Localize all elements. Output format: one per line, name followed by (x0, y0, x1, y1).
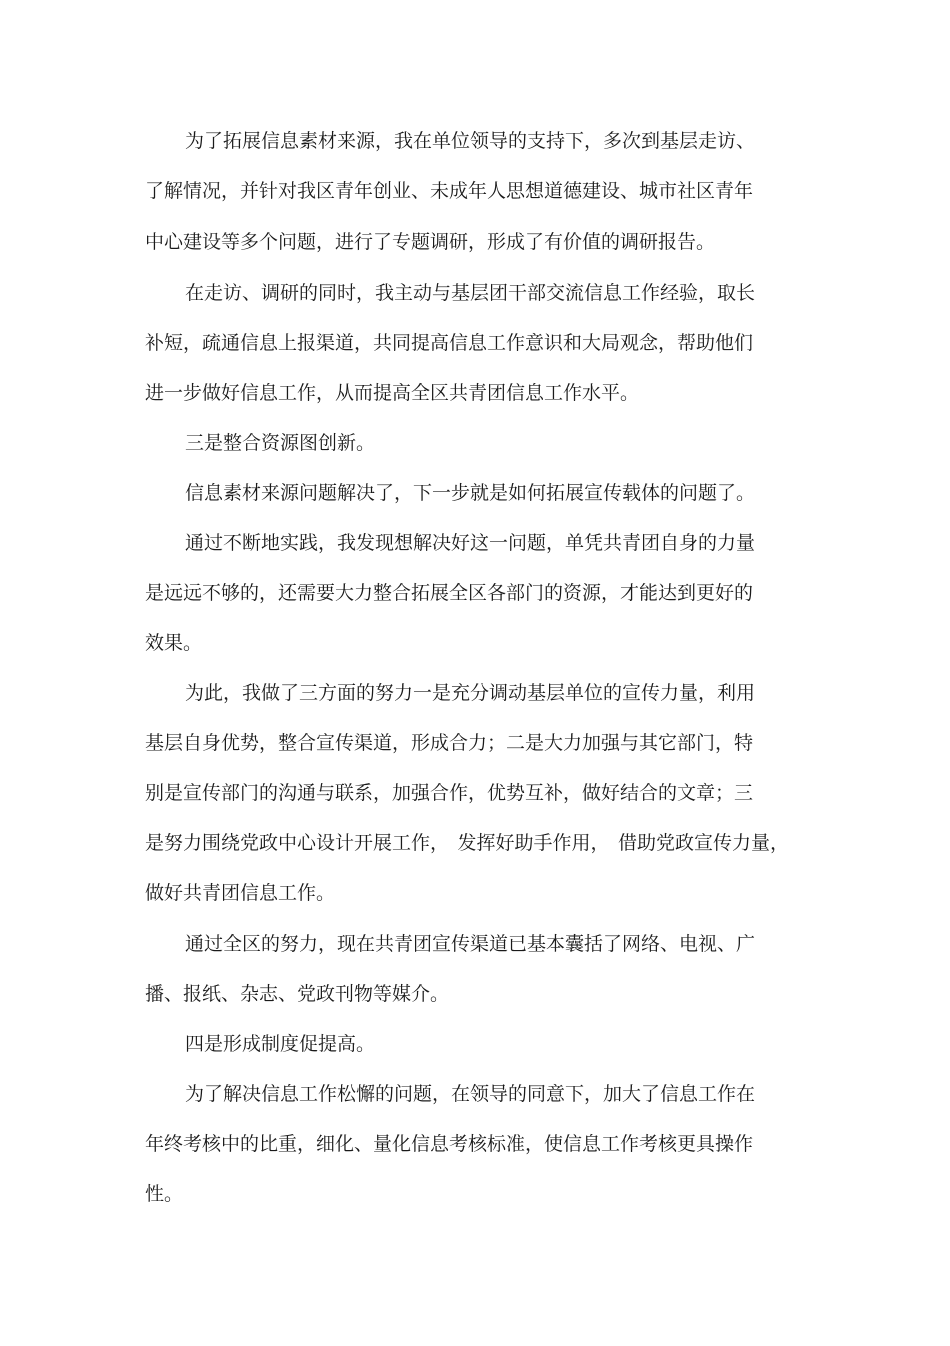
text-line: 通过全区的努力，现在共青团宣传渠道已基本囊括了网络、电视、广 (185, 933, 756, 955)
text-line: 做好共青团信息工作。 (145, 882, 336, 904)
text-line: 通过不断地实践，我发现想解决好这一问题，单凭共青团自身的力量 (185, 532, 756, 554)
text-segment: 发挥好助手作用， (457, 832, 610, 854)
text-line-justified (145, 829, 789, 857)
text-line: 中心建设等多个问题，进行了专题调研，形成了有价值的调研报告。 (145, 231, 716, 253)
text-line: 补短，疏通信息上报渠道，共同提高信息工作意识和大局观念，帮助他们 (145, 332, 754, 354)
text-line: 在走访、调研的同时，我主动与基层团干部交流信息工作经验，取长 (185, 282, 756, 304)
text-line: 为了拓展信息素材来源，我在单位领导的支持下，多次到基层走访、 (185, 130, 756, 152)
text-line: 是远远不够的，还需要大力整合拓展全区各部门的资源，才能达到更好的 (145, 582, 754, 604)
text-line: 为了解决信息工作松懈的问题，在领导的同意下，加大了信息工作在 (185, 1083, 756, 1105)
text-line: 进一步做好信息工作，从而提高全区共青团信息工作水平。 (145, 382, 640, 404)
section-heading: 三是整合资源图创新。 (185, 432, 376, 454)
text-line: 基层自身优势，整合宣传渠道，形成合力；二是大力加强与其它部门，特 (145, 732, 754, 754)
text-line: 为此，我做了三方面的努力一是充分调动基层单位的宣传力量，利用 (185, 682, 756, 704)
section-heading: 四是形成制度促提高。 (185, 1033, 376, 1055)
text-line: 播、报纸、杂志、党政刊物等媒介。 (145, 983, 450, 1005)
text-line: 别是宣传部门的沟通与联系，加强合作，优势互补，做好结合的文章；三 (145, 782, 754, 804)
text-line: 信息素材来源问题解决了，下一步就是如何拓展宣传载体的问题了。 (185, 482, 756, 504)
text-line: 性。 (145, 1183, 184, 1205)
text-segment: 借助党政宣传力量， (617, 832, 789, 854)
text-line: 效果。 (145, 632, 203, 654)
text-segment: 是努力围绕党政中心设计开展工作， (145, 832, 450, 854)
text-line: 年终考核中的比重，细化、量化信息考核标准，使信息工作考核更具操作 (145, 1133, 754, 1155)
text-line: 了解情况，并针对我区青年创业、未成年人思想道德建设、城市社区青年 (145, 180, 754, 202)
